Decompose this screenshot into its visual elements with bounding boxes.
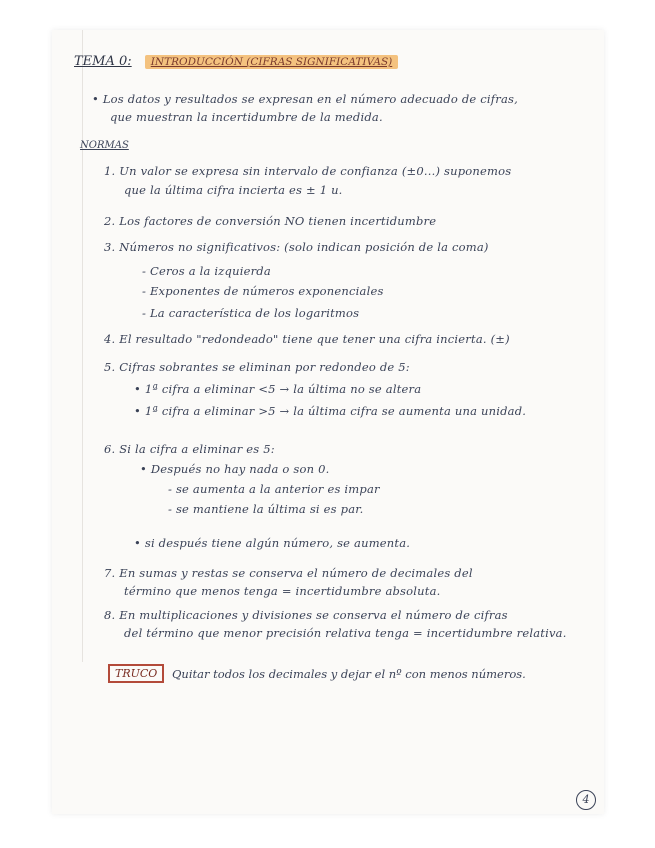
norm-1-line-1: 1. Un valor se expresa sin intervalo de confianza (±0...) suponemos bbox=[104, 164, 512, 178]
norm-5: 5. Cifras sobrantes se eliminan por redondeo de 5: bbox=[104, 360, 410, 374]
norm-6: 6. Si la cifra a eliminar es 5: bbox=[104, 442, 275, 456]
margin-line bbox=[82, 30, 83, 662]
tema-label: TEMA 0: bbox=[74, 54, 132, 69]
norm-3: 3. Números no significativos: (solo indican posición de la coma) bbox=[104, 240, 489, 254]
norm-5-item-2: • 1ª cifra a eliminar >5 → la última cifra se aumenta una unidad. bbox=[134, 404, 527, 418]
norm-1-line-2: que la última cifra incierta es ± 1 u. bbox=[124, 183, 343, 197]
norm-2: 2. Los factores de conversión NO tienen incertidumbre bbox=[104, 214, 437, 228]
norm-3-item-1: - Ceros a la izquierda bbox=[142, 264, 271, 278]
highlighted-title: INTRODUCCIÓN (CIFRAS SIGNIFICATIVAS) bbox=[145, 55, 399, 69]
truco-label: TRUCO bbox=[108, 664, 164, 683]
norm-5-item-1: • 1ª cifra a eliminar <5 → la última no se altera bbox=[134, 382, 422, 396]
norm-6-item-1a: - se aumenta a la anterior es impar bbox=[168, 482, 380, 496]
norm-7-line-2: término que menos tenga = incertidumbre absoluta. bbox=[124, 584, 441, 598]
norm-8-line-1: 8. En multiplicaciones y divisiones se conserva el número de cifras bbox=[104, 608, 508, 622]
norm-6-item-1: • Después no hay nada o son 0. bbox=[140, 462, 330, 476]
norm-6-item-2: • si después tiene algún número, se aumenta. bbox=[134, 536, 411, 550]
norm-8-line-2: del término que menor precisión relativa tenga = incertidumbre relativa. bbox=[124, 626, 567, 640]
normas-heading: NORMAS bbox=[80, 140, 129, 151]
norm-7-line-1: 7. En sumas y restas se conserva el número de decimales del bbox=[104, 566, 473, 580]
intro-line-2: que muestran la incertidumbre de la medida. bbox=[110, 110, 383, 124]
notebook-page bbox=[52, 30, 604, 814]
page-heading bbox=[74, 50, 398, 69]
norm-3-item-3: - La característica de los logaritmos bbox=[142, 306, 360, 320]
intro-line-1: • Los datos y resultados se expresan en el número adecuado de cifras, bbox=[92, 92, 518, 106]
norm-6-item-1b: - se mantiene la última si es par. bbox=[168, 502, 364, 516]
norm-4: 4. El resultado "redondeado" tiene que tener una cifra incierta. (±) bbox=[104, 332, 510, 346]
norm-3-item-2: - Exponentes de números exponenciales bbox=[142, 284, 384, 298]
truco-text: Quitar todos los decimales y dejar el nº con menos números. bbox=[172, 667, 526, 681]
page-number: 4 bbox=[576, 790, 596, 810]
